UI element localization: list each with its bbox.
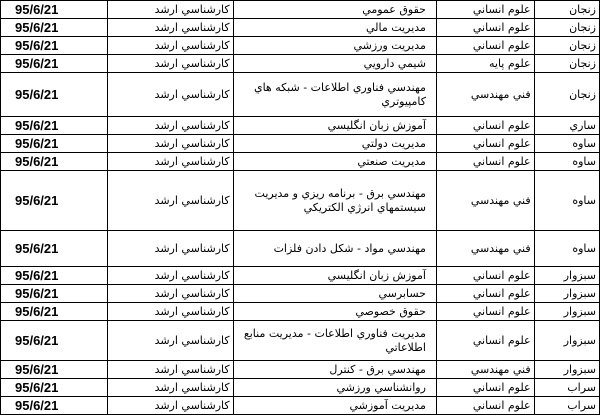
table-row — [1, 397, 600, 415]
city-cell: سبزوار — [534, 303, 599, 321]
city-cell: سراب — [534, 397, 599, 415]
field-cell: مديريت مالي — [233, 19, 436, 37]
degree-cell: كارشناسي ارشد — [107, 73, 233, 117]
date-cell: 95/6/21 — [1, 397, 108, 415]
city-cell: زنجان — [534, 1, 599, 19]
group-cell: علوم انساني — [436, 285, 534, 303]
field-cell: حسابرسي — [233, 285, 436, 303]
group-cell: علوم انساني — [436, 37, 534, 55]
group-cell: علوم انساني — [436, 267, 534, 285]
table-row — [1, 37, 600, 55]
field-cell: شيمي دارويي — [233, 55, 436, 73]
group-cell: علوم انساني — [436, 379, 534, 397]
group-cell: علوم انساني — [436, 1, 534, 19]
table-row — [1, 361, 600, 379]
table-row — [1, 135, 600, 153]
date-cell: 95/6/21 — [1, 379, 108, 397]
date-cell: 95/6/21 — [1, 37, 108, 55]
degree-cell: كارشناسي ارشد — [107, 19, 233, 37]
field-cell: حقوق عمومي — [233, 1, 436, 19]
date-cell: 95/6/21 — [1, 55, 108, 73]
group-cell: علوم انساني — [436, 153, 534, 171]
degree-cell: كارشناسي ارشد — [107, 1, 233, 19]
date-cell: 95/6/21 — [1, 303, 108, 321]
group-cell: علوم انساني — [436, 303, 534, 321]
city-cell: سبزوار — [534, 361, 599, 379]
table-row — [1, 171, 600, 231]
city-cell: زنجان — [534, 73, 599, 117]
city-cell: زنجان — [534, 19, 599, 37]
field-cell: آموزش زبان انگليسي — [233, 117, 436, 135]
degree-cell: كارشناسي ارشد — [107, 321, 233, 361]
city-cell: ساوه — [534, 231, 599, 267]
table-row — [1, 303, 600, 321]
city-cell: ساوه — [534, 171, 599, 231]
degree-cell: كارشناسي ارشد — [107, 231, 233, 267]
degree-cell: كارشناسي ارشد — [107, 267, 233, 285]
field-cell: مهندسي فناوري اطلاعات - شبكه هاي كامپيوتري — [233, 73, 436, 117]
degree-cell: كارشناسي ارشد — [107, 171, 233, 231]
date-cell: 95/6/21 — [1, 19, 108, 37]
date-cell: 95/6/21 — [1, 171, 108, 231]
degree-cell: كارشناسي ارشد — [107, 303, 233, 321]
group-cell: فني مهندسي — [436, 361, 534, 379]
field-cell: آموزش زبان انگليسي — [233, 267, 436, 285]
group-cell: علوم انساني — [436, 135, 534, 153]
table-row — [1, 267, 600, 285]
group-cell: فني مهندسي — [436, 171, 534, 231]
table-row — [1, 73, 600, 117]
field-cell: مهندسي برق - برنامه ريزي و مديريت سيستمهاي انرژي الكتريكي — [233, 171, 436, 231]
city-cell: سراب — [534, 379, 599, 397]
degree-cell: كارشناسي ارشد — [107, 153, 233, 171]
city-cell: سبزوار — [534, 267, 599, 285]
group-cell: فني مهندسي — [436, 231, 534, 267]
field-cell: مديريت فناوري اطلاعات - مديريت منابع اطلاعاتي — [233, 321, 436, 361]
table-row — [1, 19, 600, 37]
degree-cell: كارشناسي ارشد — [107, 361, 233, 379]
city-cell: ساوه — [534, 153, 599, 171]
group-cell: علوم انساني — [436, 397, 534, 415]
field-cell: روانشناسي ورزشي — [233, 379, 436, 397]
field-cell: مديريت ورزشي — [233, 37, 436, 55]
date-cell: 95/6/21 — [1, 321, 108, 361]
date-cell: 95/6/21 — [1, 135, 108, 153]
table-row — [1, 379, 600, 397]
date-cell: 95/6/21 — [1, 285, 108, 303]
field-cell: مديريت صنعتي — [233, 153, 436, 171]
city-cell: ساوه — [534, 135, 599, 153]
table-row — [1, 285, 600, 303]
degree-cell: كارشناسي ارشد — [107, 285, 233, 303]
date-cell: 95/6/21 — [1, 153, 108, 171]
table-row — [1, 231, 600, 267]
date-cell: 95/6/21 — [1, 231, 108, 267]
degree-cell: كارشناسي ارشد — [107, 379, 233, 397]
date-cell: 95/6/21 — [1, 361, 108, 379]
city-cell: زنجان — [534, 55, 599, 73]
date-cell: 95/6/21 — [1, 1, 108, 19]
degree-cell: كارشناسي ارشد — [107, 117, 233, 135]
city-cell: ساري — [534, 117, 599, 135]
degree-cell: كارشناسي ارشد — [107, 135, 233, 153]
date-cell: 95/6/21 — [1, 117, 108, 135]
group-cell: علوم انساني — [436, 321, 534, 361]
table-row — [1, 117, 600, 135]
table-row — [1, 153, 600, 171]
table-row — [1, 321, 600, 361]
table-body — [1, 1, 600, 415]
field-cell: مهندسي برق - كنترل — [233, 361, 436, 379]
group-cell: علوم انساني — [436, 117, 534, 135]
date-cell: 95/6/21 — [1, 267, 108, 285]
degree-cell: كارشناسي ارشد — [107, 397, 233, 415]
field-cell: مهندسي مواد - شكل دادن فلزات — [233, 231, 436, 267]
group-cell: علوم پايه — [436, 55, 534, 73]
field-cell: مديريت دولتي — [233, 135, 436, 153]
field-cell: حقوق خصوصي — [233, 303, 436, 321]
table-row — [1, 1, 600, 19]
group-cell: فني مهندسي — [436, 73, 534, 117]
city-cell: زنجان — [534, 37, 599, 55]
degree-cell: كارشناسي ارشد — [107, 37, 233, 55]
table-row — [1, 55, 600, 73]
date-cell: 95/6/21 — [1, 73, 108, 117]
field-cell: مديريت آموزشي — [233, 397, 436, 415]
degree-cell: كارشناسي ارشد — [107, 55, 233, 73]
city-cell: سبزوار — [534, 285, 599, 303]
city-cell: سبزوار — [534, 321, 599, 361]
group-cell: علوم انساني — [436, 19, 534, 37]
